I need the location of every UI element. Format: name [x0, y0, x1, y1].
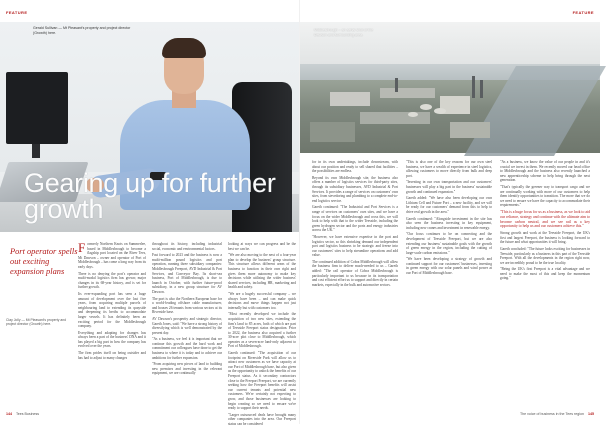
right-column-1 [312, 160, 398, 410]
page-number-left: 144 [6, 412, 12, 416]
paragraph: "From acquiring new pieces of land to building new premises and investing in the relevant equipment, we are continually [152, 362, 222, 376]
photo-caption-bottom-left: Clay Jolly — Mt Pleasant's property and project director (Growth) here. [6, 318, 67, 327]
paragraph-text: ormerly Northern Knots on Summerlee, based in Middlesbrough to become a flagship port located on the River Tees, Mt Dawson – owner and operator of Port of Middlesbrough – has come a long way from its early days. [78, 242, 146, 269]
paragraph: AV Dawson's prosperity and strategic director, Gareth Jones, said: "We have a strong history of diversifying which is well demonstrated by the present day. [152, 316, 222, 335]
paragraph: "Our focus continues to be on connecting and the development of Teesside Freeport, but we are also extending our business' sustainable goals with the growth of green energy in the region, including the cutting of large-scale carbon emissions." [406, 232, 492, 255]
publication-title-left: Tees Business [15, 412, 40, 416]
headline: Gearing up for further growth [24, 168, 276, 224]
paragraph: Gareth added: "We have also been developing our own Lithium Cell and Future Port – a new facility, and we will be ready for our customers' demand from this to help to drive real growth in the area." [406, 196, 492, 214]
paragraph: "However, we have extensive expertise in the port and logistics sector, so this shrinking demand our independent port and logistics business to be strategic and freeze into our customers' sites to help streamline operations and add value. [312, 234, 398, 258]
pull-quote: "This is a huge focus for us as a business, as we look to aid our reliance, strategy and continue with the ultimate aim to become carbon neutral, and we see rail as a key opportunity to help us and our customers achieve this." [500, 209, 590, 229]
footer-left [6, 412, 39, 416]
right-page [300, 0, 600, 424]
publication-title-right: The voice of business in the Tees region [519, 412, 584, 416]
paragraph: "This is also one of the key reasons for our own steel business, we have a wealth of experience in steel logistics, allowing customers to move directly from bulk and deep port. [406, 160, 492, 178]
paragraph: Everything and adapting for changes has always been a part of the business' DNA and it has played a big part in how the company has evolved over the years. [78, 330, 146, 349]
page-number-right: 145 [588, 412, 594, 416]
paragraph: "As a business, we know the value of our people in and it's crucial we invest in them. We recently moved our head office to Middlesbrough and the business also recently launched a new apprenticeship scheme to help bring through the next generation. [500, 160, 590, 183]
paragraph: looking at ways we can progress and be the best we can be. [228, 242, 296, 251]
standfirst: Port operator spells out exciting expansion plans [10, 247, 78, 276]
paragraph: for in its own undertakings, include downstream, with about our position and ready to sell shared that facilities – the possibilities are endless. [312, 160, 398, 174]
drop-cap: F [78, 240, 86, 255]
paragraph: "We are also moving to the next of a four-year plan to develop the business' group structure. This structure allows different areas of the business to function in their own right and gives them more autonomy to make key decisions while utilising the wider business' shared services, including HR, marketing and health and safety. [228, 253, 296, 290]
paragraph: Gareth continued: "The Industrial and Port Services is a range of services on customers' own sites, and we have a focus on the wider Middlesbrough and cross this, we will look to help with that to the wider Teesside, including the green hydrogen sector and the ports and energy industries across the UK." [312, 205, 398, 233]
paragraph [78, 242, 146, 270]
paragraph: The firm prides itself on being outsider and has had to adjust to many changes [78, 351, 146, 360]
paragraph: "That's typically the greener way to transport cargo and we are continually working with more of our customers to help them identify opportunities to transition. The more that we do we need to ensure we have the capacity to accommodate their requirements." [500, 184, 590, 208]
left-page [0, 0, 300, 424]
feature-label-right: FEATURE [572, 10, 594, 15]
paragraph: "Being the UK's first Freeport is a vital advantage and we need to make the most of this and keep the momentum going." [500, 267, 590, 281]
paragraph: "Most recently developed we include the acquisition of two new sites, extending the firm's land to 85 acres, both of which are part of Teesside Freeport status designation. Prior to 2022, the business also acquired a further 30-acre plot close to Middlesbrough, which operates as a seven-acre land-only adjacent to Port of Middlesbrough. [228, 312, 296, 349]
feature-label-left: FEATURE [6, 10, 28, 15]
aerial-photo [300, 22, 600, 153]
paragraph: "We have been developing a strategy of growth and continued support for our customers' businesses, investing in green energy with our solar panels and wind power at our Port of Middlesbrough base. [406, 257, 492, 276]
paragraph: The continued addition of Cobra Middlesbrough will allow the business firm to deliver much-needed to us – Gareth added: "The rail operator of Cobra Middlesbrough is particularly important to us because in its transportation and cost efficient effort us to support and directly in certain markets, especially in the bulk and automotive sectors. [312, 259, 398, 287]
photo-caption-top-left: Gerald Sullivan — Mt Pleasant's property and project director (Growth) here. [33, 26, 131, 35]
paragraph: Gareth continued: "The acquisition of our footprint on Riverside Park will allow us to attract new customers as we have capacity at our Port of Middlesbrough base, but also given us the opportunity to unlock the benefits of our Freeport status. As it secondary contractors close to the Freeport Freeport, we are currently seeking how the Freeport benefits will assist our current tenants and potential new customers. We're certainly not expecting to grow, and those businesses are looking to begin creating so we need to ensure we're ready to support their needs. [228, 351, 296, 411]
paragraph: "We are a hugely successful company – we always have been – and can make quick decisions and move things happen not just internally but with customers too. [228, 291, 296, 310]
paragraph: Beyond its own Middlesbrough site, the business also offers a number of logistics services for third-party sites, through its subsidiary businesses, AVD Industrial & Port Services. It provides a range of services on customers' own sites, from stevedoring and plumbing to a complete end-to-end logistics service. [312, 175, 398, 203]
left-column-2 [152, 242, 222, 408]
paragraph: Fast forward to 2023 and the business is now a multi-million pound logistics and port operation, running three subsidiary companies: Middlesbrough Freeport, AVD Industrial & Port Services, and Conveyor Bay. Its short-sea business, Port of Middlesbrough, is due to launch in October, with further future-proof subsidiary, in a new group structure for AV Dawson. [152, 253, 222, 294]
right-column-3 [500, 160, 590, 410]
left-column-3 [228, 242, 296, 426]
left-column-1 [78, 242, 146, 408]
paragraph: There is no denying the port's operator and multi-modal logistics firm has grown; major changes in its 68-year history, and is set for further growth. [78, 271, 146, 290]
paragraph: throughout its history, including industrial social, economic and environmental factors. [152, 242, 222, 251]
monitor-shape [6, 72, 68, 144]
paragraph: Gareth continued: "Alongside investment in the site has also seen the business investing in key equipment, including new cranes and investment in renewable energy. [406, 216, 492, 230]
paragraph: Gareth concluded: "The future looks exciting for businesses in Teesside, particularly as a business in this part of the Teesside Freeport. With all the developments in the region right now, we are incredibly proud to be the true locality. [500, 246, 590, 265]
paragraph: The port is also the Northern European base for a world-leading offshore cable manufacturer, and houses 26 tenants from various sectors at its Riverside base. [152, 296, 222, 315]
paragraph: "Investing in our own transportation and our customers' businesses will play a big part in the business' sustainable growth and continued expansion." [406, 180, 492, 194]
paragraph: Strong growth and work at the Teesside Freeport, the UK's first and largest Freeport, the business is looking forward to the future and what opportunities it will bring. [500, 231, 590, 245]
photo-caption-top-right: Middlesbrough – an aerial shot of the Dawson and surrounding area. [314, 28, 374, 37]
paragraph: "As a business, we feel it is important that we continue this growth and the hard work and commitment our colleagues have done to get the business to where it is today and to achieve our ambitions for further expansion. [152, 337, 222, 360]
paragraph: Its ever-expanding port has seen a huge amount of development over the last five years, from acquiring multiple parcels of neighbouring land to extending its quayside and deepening its berths to accommodate larger vessels. It has definitely been an exciting period for the Middlesbrough company. [78, 291, 146, 329]
footer-right [520, 412, 594, 416]
right-column-2 [406, 160, 492, 410]
paragraph: "Larger outsourced deals have brought many other companies into the area. Our Freeport status can be considered [228, 412, 296, 426]
